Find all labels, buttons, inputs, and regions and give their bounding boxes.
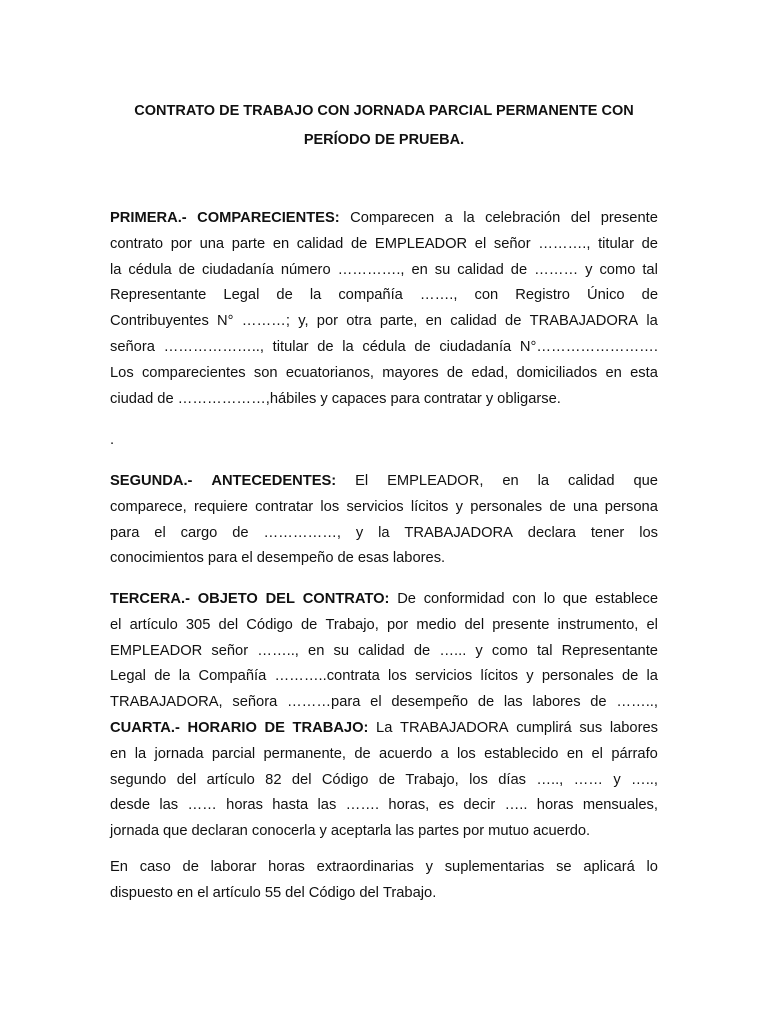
text-line [110, 232, 658, 258]
word: para [110, 524, 140, 541]
text-line [110, 881, 658, 907]
word: mayores [382, 364, 439, 381]
word: ……… [534, 261, 579, 278]
text-line [110, 716, 658, 742]
word: del [285, 884, 305, 901]
word: que [633, 473, 658, 489]
clause-heading-word: TRABAJO: [292, 719, 369, 736]
word: calidad [567, 473, 615, 489]
word: en [176, 884, 194, 901]
word: Legal [110, 668, 146, 685]
word: hasta [272, 797, 309, 814]
word: la [178, 668, 191, 685]
word: el [241, 550, 253, 567]
word: de [446, 364, 464, 381]
word: ….., [536, 771, 564, 788]
word: cédula [362, 338, 406, 355]
word: presente [492, 616, 550, 633]
word: TRABAJADORA [404, 524, 513, 541]
word: Trabajo, [325, 616, 379, 633]
word: Comparecen [350, 210, 435, 226]
word: labores. [392, 550, 446, 567]
word: con [474, 287, 499, 304]
text-line [110, 819, 658, 845]
separator-dot-text: . [110, 432, 115, 448]
word: a [440, 745, 449, 762]
word: ……………….., [163, 338, 264, 355]
word: obligarse. [497, 390, 561, 407]
word: horas [536, 797, 574, 814]
word: los [457, 745, 476, 762]
word: acuerdo. [532, 823, 591, 840]
word: el [197, 884, 209, 901]
word: declara [527, 524, 576, 541]
word: el [474, 235, 487, 252]
word: artículo [212, 884, 261, 901]
clause-tercera-cuarta [110, 587, 658, 845]
word: horas [268, 859, 305, 875]
word: la [646, 668, 658, 685]
text-line [110, 335, 658, 361]
word: caso [139, 859, 171, 875]
clause-heading-word: SEGUNDA.- [110, 473, 193, 489]
word: EMPLEADOR, [387, 473, 484, 489]
clause-heading-word: HORARIO [187, 719, 257, 736]
word: EMPLEADOR [110, 642, 203, 659]
word: días [498, 771, 526, 788]
word: extraordinarias [316, 859, 414, 875]
word: parte [231, 235, 266, 252]
word: esas [357, 550, 389, 567]
word: señor [493, 235, 531, 252]
word: por [316, 313, 339, 330]
word: y [485, 390, 494, 407]
word: y [455, 498, 464, 515]
word: Código [246, 616, 293, 633]
word: contratar [423, 390, 482, 407]
word: calidad [358, 642, 405, 659]
word: y [526, 668, 534, 685]
word: Único [587, 287, 625, 304]
word: personales [470, 498, 543, 515]
word: para [207, 550, 238, 567]
word: contratar [255, 498, 314, 515]
word: horas, [388, 797, 430, 814]
word: desempeño [391, 694, 469, 711]
word: celebración [485, 210, 561, 226]
clause-heading-word: CUARTA.- [110, 719, 180, 736]
word: instrumento, [557, 616, 639, 633]
word: ………..contrata [274, 668, 380, 685]
word: ……. [345, 797, 380, 814]
word: de [337, 550, 354, 567]
word: párrafo [611, 745, 658, 762]
text-line [110, 469, 658, 495]
word: personales [541, 668, 614, 685]
word: y [425, 859, 433, 875]
word: Registro [515, 287, 570, 304]
word: calidad [457, 261, 504, 278]
word: establece [595, 591, 658, 607]
word: la [463, 210, 475, 226]
word: de [641, 287, 658, 304]
word: con [512, 591, 536, 607]
word: jornada [110, 823, 159, 840]
word: aceptarla [330, 823, 392, 840]
word: de [154, 668, 171, 685]
word: de [182, 859, 199, 875]
word: ……., [419, 287, 458, 304]
word: permanente, [263, 745, 346, 762]
word: los [639, 524, 658, 541]
text-line [110, 206, 658, 232]
word: la [537, 473, 550, 489]
clause-heading-word: CONTRATO: [302, 591, 390, 607]
word: ……………, [263, 524, 341, 541]
word: Los [110, 364, 134, 381]
word: servicios [346, 498, 404, 515]
word: requiere [194, 498, 248, 515]
word: ….., [631, 771, 658, 788]
word: la [646, 313, 658, 330]
text-line [110, 546, 658, 572]
word: dispuesto [110, 884, 173, 901]
word: ………; [241, 313, 290, 330]
text-line [110, 361, 658, 387]
word: …… [187, 797, 217, 814]
word: desempeño [256, 550, 334, 567]
word: en [272, 235, 290, 252]
word: de [317, 338, 334, 355]
text-line [110, 521, 658, 547]
word: calidad [296, 235, 344, 252]
word: …... [439, 642, 467, 659]
word: de [276, 287, 293, 304]
word: Código [308, 884, 356, 901]
word: del [291, 771, 312, 788]
word: Contribuyentes [110, 313, 209, 330]
clause-heading-word: TERCERA.- [110, 591, 190, 607]
word: del [570, 210, 591, 226]
word: que [562, 591, 588, 607]
word: en [308, 642, 325, 659]
word: TRABAJADORA [529, 313, 639, 330]
clause-heading-word: ANTECEDENTES: [211, 473, 337, 489]
word: EMPLEADOR [374, 235, 468, 252]
word: mensuales, [582, 797, 658, 814]
word: y [613, 771, 621, 788]
word: ….. [504, 797, 528, 814]
word: capaces [331, 390, 387, 407]
word: Representante [561, 642, 658, 659]
word: el [154, 524, 166, 541]
word: conformidad [423, 591, 505, 607]
word: acuerdo [379, 745, 433, 762]
word: de [549, 498, 566, 515]
word: su [434, 261, 451, 278]
text-line [110, 639, 658, 665]
word: señora [110, 338, 155, 355]
word: de [232, 524, 249, 541]
word: las [395, 823, 415, 840]
word: aplicará [583, 859, 635, 875]
word: tal [536, 642, 553, 659]
word: domiciliados [516, 364, 598, 381]
word: y [355, 524, 364, 541]
word: contrato [110, 235, 164, 252]
word: en [605, 364, 622, 381]
word: medio [416, 616, 457, 633]
word: parcial [211, 745, 256, 762]
text-line [110, 793, 658, 819]
word: persona [604, 498, 658, 515]
text-line [110, 309, 658, 335]
word: de [350, 235, 368, 252]
word: desde [110, 797, 151, 814]
word: los [320, 498, 340, 515]
word: titular [272, 338, 309, 355]
word: Representante [110, 287, 207, 304]
word: lícitos [480, 668, 518, 685]
clause-segunda [110, 469, 658, 572]
word: Trabajo, [405, 771, 459, 788]
word: ecuatorianos, [285, 364, 374, 381]
word: de [354, 745, 371, 762]
word: 305 [185, 616, 211, 633]
word: Compañía [198, 668, 267, 685]
word: declaran [191, 823, 248, 840]
word: el [110, 616, 122, 633]
word: es [438, 797, 455, 814]
word: una [573, 498, 598, 515]
word: de [510, 261, 528, 278]
word: de [505, 313, 522, 330]
word: suplementarias [444, 859, 545, 875]
word: y [320, 390, 328, 407]
text-line [110, 855, 658, 881]
word: de [178, 261, 195, 278]
word: la [378, 524, 390, 541]
word: por [462, 823, 485, 840]
word: su [333, 642, 350, 659]
text-line [110, 283, 658, 309]
word: de [414, 338, 431, 355]
word: …… [573, 771, 603, 788]
word: mutuo [488, 823, 529, 840]
word: de [621, 668, 639, 685]
word: por [170, 235, 192, 252]
word: de [477, 694, 495, 711]
word: 55 [264, 884, 282, 901]
word: artículo [129, 616, 178, 633]
word: calidad [450, 313, 497, 330]
word: a [444, 210, 453, 226]
word: laborar [210, 859, 257, 875]
title-line-1: CONTRATO DE TRABAJO CON JORNADA PARCIAL PERMANENTE CON [134, 103, 634, 119]
text-line [110, 613, 658, 639]
word: una [199, 235, 225, 252]
clause-primera [110, 206, 658, 412]
text-line [110, 495, 658, 521]
word: ciudadanía [201, 261, 274, 278]
word: el [646, 616, 658, 633]
clause-heading-word: COMPARECIENTES: [197, 210, 340, 226]
word: señora [232, 694, 278, 711]
word: son [253, 364, 278, 381]
word: conocerla [251, 823, 316, 840]
word: 82 [265, 771, 282, 788]
word: El [355, 473, 369, 489]
word: del [176, 771, 197, 788]
word: establecido [484, 745, 559, 762]
word: ciudad [110, 390, 154, 407]
word: partes [418, 823, 459, 840]
word: en [502, 473, 519, 489]
word: …….., [257, 642, 299, 659]
text-line [110, 664, 658, 690]
word: ………………,hábiles [177, 390, 317, 407]
word: en [566, 745, 584, 762]
word: comparecientes [141, 364, 246, 381]
word: de [590, 694, 607, 711]
word: lo [543, 591, 556, 607]
word: la [110, 261, 122, 278]
word: señor [211, 642, 249, 659]
word: del [359, 884, 379, 901]
word: el [591, 745, 603, 762]
word: Trabajo. [382, 884, 437, 901]
word: de [413, 642, 431, 659]
word: ………., [538, 235, 591, 252]
word: la [342, 338, 354, 355]
word: lícitos [410, 498, 449, 515]
word: como [491, 642, 528, 659]
word: presente [600, 210, 658, 226]
text-line [110, 742, 658, 768]
word: TRABAJADORA, [110, 694, 223, 711]
word: los [469, 771, 488, 788]
word: En [110, 859, 128, 875]
word: de [157, 390, 174, 407]
word: como [599, 261, 636, 278]
word: ciudadanía [439, 338, 512, 355]
clause-horas-extra [110, 855, 658, 907]
word: las [159, 797, 179, 814]
word: y, [298, 313, 309, 330]
word: de [378, 771, 396, 788]
word: labores [609, 719, 658, 736]
word: sus [579, 719, 603, 736]
word: el [370, 694, 382, 711]
word: titular [598, 235, 634, 252]
word: para [390, 390, 420, 407]
word: comparece, [110, 498, 187, 515]
word: cargo [180, 524, 218, 541]
clause-heading-word: OBJETO [197, 591, 258, 607]
word: compañía [338, 287, 403, 304]
word: ………para [286, 694, 361, 711]
word: De [397, 591, 416, 607]
word: labores [532, 694, 581, 711]
word: las [503, 694, 523, 711]
word: esta [630, 364, 658, 381]
word: en [411, 261, 428, 278]
word: cédula [128, 261, 172, 278]
word: …….., [616, 694, 658, 711]
text-line [110, 587, 658, 613]
clause-heading-word: PRIMERA.- [110, 210, 187, 226]
word: del [464, 616, 485, 633]
word: conocimientos [110, 550, 204, 567]
word: los [388, 668, 407, 685]
word: de [300, 616, 318, 633]
word: y [585, 261, 593, 278]
word: y [475, 642, 483, 659]
text-line [110, 258, 658, 284]
word: del [218, 616, 239, 633]
word: parte, [379, 313, 418, 330]
word: Legal [223, 287, 260, 304]
word: lo [646, 859, 658, 875]
word: tener [590, 524, 625, 541]
word: otra [346, 313, 372, 330]
word: en [425, 313, 442, 330]
word: que [163, 823, 188, 840]
word: servicios [415, 668, 473, 685]
word: y [319, 823, 327, 840]
word: las [317, 797, 337, 814]
text-line [110, 387, 658, 413]
word: tal [642, 261, 658, 278]
word: se [556, 859, 572, 875]
clause-heading-word: DEL [265, 591, 295, 607]
word: decir [463, 797, 496, 814]
word: TRABAJADORA [400, 719, 509, 736]
separator-dot [110, 430, 130, 450]
word: número [280, 261, 331, 278]
word: N°……………………. [519, 338, 658, 355]
word: edad, [471, 364, 509, 381]
word: la [309, 287, 322, 304]
word: horas [226, 797, 263, 814]
text-line [110, 690, 658, 716]
title-line-2: PERÍODO DE PRUEBA. [303, 132, 465, 148]
word: N° [217, 313, 234, 330]
word: La [376, 719, 393, 736]
word: por [386, 616, 409, 633]
word: la [134, 745, 147, 762]
text-line [110, 768, 658, 794]
word: en [110, 745, 127, 762]
word: …………., [337, 261, 405, 278]
clause-heading-word: DE [264, 719, 285, 736]
word: segundo [110, 771, 167, 788]
word: de [641, 235, 658, 252]
word: artículo [206, 771, 255, 788]
word: jornada [154, 745, 204, 762]
word: Código [321, 771, 369, 788]
document-title [100, 97, 668, 155]
word: cumplirá [516, 719, 572, 736]
